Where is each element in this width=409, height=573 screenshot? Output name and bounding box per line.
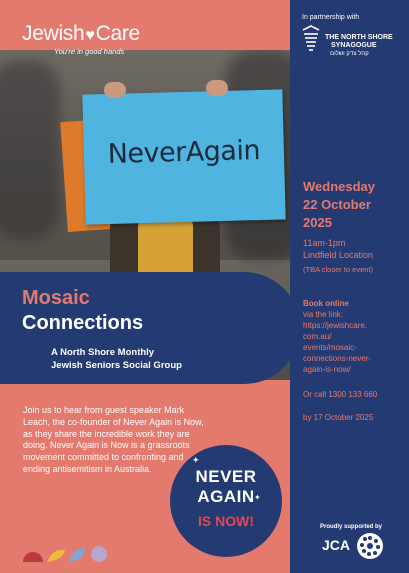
event-location: Lindfield Location	[303, 250, 374, 260]
synagogue-icon	[300, 24, 322, 58]
booking-deadline: by 17 October 2025	[303, 413, 374, 422]
right-column	[290, 0, 409, 573]
event-tba-note: (TBA closer to event)	[303, 265, 374, 274]
jca-logo: JCA	[322, 537, 351, 553]
event-description: Join us to hear from guest speaker Mark Leach, the co-founder of Never Again is Now, as they share the incredible work they are doing. Never Again is Now is a grassroots movement committed to confronting and ending antisemitism in Australia.	[23, 405, 204, 474]
supported-label: Proudly supported by	[320, 524, 383, 530]
booking-heading: Book online	[303, 299, 349, 308]
photo-hand-left	[104, 82, 126, 98]
jewish-care-logo	[22, 22, 140, 56]
star-icon: ✦	[192, 455, 200, 465]
title-connections: Connections	[22, 312, 144, 334]
star-icon: ✦	[254, 493, 261, 502]
logo-tagline: You're in good hands	[54, 47, 125, 56]
synagogue-hebrew: קהל צדק ושלום	[330, 51, 369, 57]
badge-line3: IS NOW!	[198, 513, 254, 529]
event-time: 11am-1pm	[303, 238, 346, 248]
shape-yellow-leaf	[47, 550, 65, 562]
event-time-location	[303, 237, 373, 261]
logo-name-part1: Jewish	[22, 22, 85, 45]
booking-info: Book online via the link: https://jewishcare. com.au/ events/mosaic- connections-never- again-is-now/	[303, 298, 407, 375]
title-mosaic: Mosaic	[22, 287, 90, 309]
protest-sign	[82, 89, 285, 224]
synagogue-logo	[300, 24, 400, 60]
shape-purple-circle	[91, 546, 107, 562]
photo-bg-person-left	[0, 60, 60, 240]
event-date: Wednesday 22 October 2025	[303, 179, 376, 230]
photo-hand-right	[206, 80, 228, 96]
synagogue-name: THE NORTH SHORE SYNAGOGUE	[325, 34, 393, 49]
shape-red-semicircle	[23, 552, 43, 562]
partner-label: In partnership with	[302, 14, 360, 21]
jca-icon	[357, 533, 383, 559]
booking-link[interactable]: https://jewishcare. com.au/ events/mosaic- connections-never- again-is-now/	[303, 321, 372, 374]
sign-text: NeverAgain	[107, 135, 261, 170]
logo-name-part2: Care	[95, 22, 140, 45]
booking-phone: Or call 1300 133 660	[303, 390, 378, 399]
badge-line2: AGAIN	[197, 487, 255, 506]
never-again-badge	[170, 445, 282, 557]
badge-line1: NEVER	[195, 467, 257, 486]
title-block	[0, 272, 300, 384]
heart-icon: ♥	[85, 27, 95, 44]
decorative-shapes	[23, 542, 113, 562]
shape-blue-leaf	[69, 548, 85, 562]
title-subtitle: A North Shore Monthly Jewish Seniors Social Group	[51, 347, 182, 371]
